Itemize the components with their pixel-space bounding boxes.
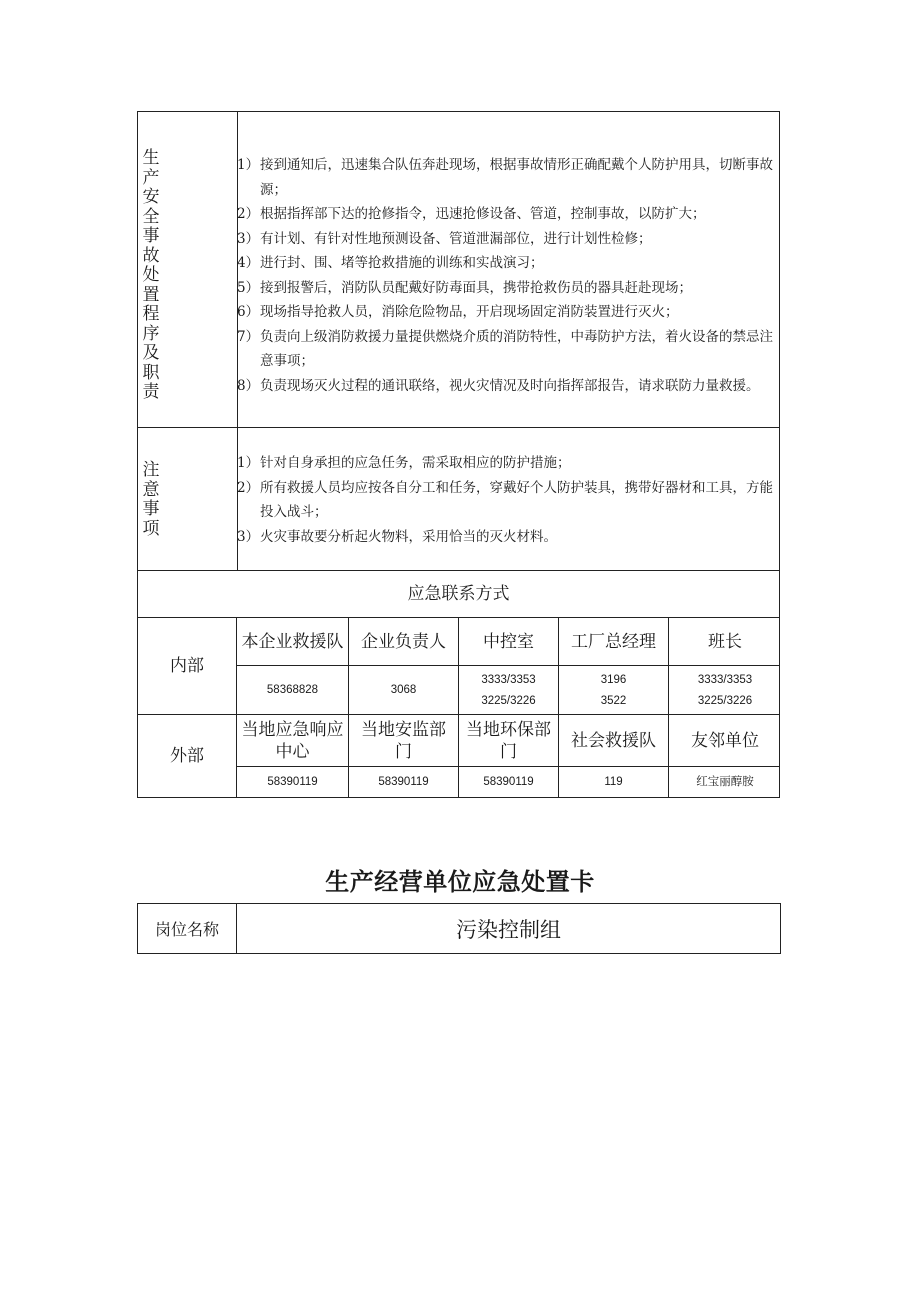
list-item-number: 3）: [237, 528, 260, 545]
contact-number: 3196 3522: [559, 666, 669, 715]
list-item-text: 接到报警后，消防队员配戴好防毒面具，携带抢救伤员的器具赶赴现场；: [260, 279, 692, 296]
list-item-number: 5）: [237, 279, 260, 296]
list-item-text: 负责现场灭火过程的通讯联络，视火灾情况及时向指挥部报告，请求联防力量救援。: [260, 377, 760, 394]
list-item: [237, 276, 779, 301]
list-item-number: 7）: [237, 328, 260, 345]
list-item-number: 6）: [237, 304, 260, 320]
procedure-label-cell: [138, 112, 238, 427]
contact-header: 当地环保部门: [459, 715, 559, 766]
list-item: [237, 227, 779, 252]
contact-header: 当地应急响应中心: [237, 715, 349, 766]
list-item-text: 火灾事故要分析起火物料，采用恰当的灭火材料。: [260, 528, 557, 545]
notes-label: 注意事项: [142, 460, 160, 539]
procedure-label: 生产安全事故处置程序及职责: [142, 148, 160, 402]
list-item: [237, 202, 779, 227]
contact-title-row: [137, 571, 780, 618]
list-item: [237, 153, 779, 202]
contact-number: 58368828: [237, 666, 349, 715]
list-item-text: 所有救援人员均应按各自分工和任务，穿戴好个人防护装具，携带好器材和工具，方能投入战斗；: [260, 479, 773, 520]
procedure-row: [137, 111, 780, 428]
contact-header: 企业负责人: [349, 618, 459, 665]
contact-number: 58390119: [349, 767, 459, 798]
list-item: [237, 325, 779, 374]
list-item: [237, 374, 779, 399]
list-item: [237, 300, 779, 325]
list-item-number: 1）: [237, 455, 260, 471]
list-item: [237, 251, 779, 276]
contact-header: 班长: [708, 631, 742, 652]
notes-row: [137, 428, 780, 571]
list-item: [237, 525, 779, 550]
procedure-list: [237, 153, 779, 398]
contact-header: 社会救援队: [559, 715, 669, 766]
list-item-text: 接到通知后，迅速集合队伍奔赴现场，根据事故情形正确配戴个人防护用具，切断事故源；: [260, 157, 773, 198]
contact-header: 本企业救援队: [237, 618, 349, 665]
post-label: 岗位名称: [138, 904, 237, 953]
list-item-number: 4）: [237, 255, 260, 271]
list-item-text: 进行封、围、堵等抢救措施的训练和实战演习；: [260, 255, 544, 271]
contact-header: 当地安监部门: [349, 715, 459, 766]
list-item-number: 3）: [237, 230, 260, 247]
contact-number: 58390119: [459, 767, 559, 798]
external-row: [137, 715, 780, 798]
contact-number: 119: [559, 767, 669, 798]
contact-number: 3333/3353 3225/3226: [697, 673, 753, 707]
post-value: 污染控制组: [456, 917, 561, 942]
contact-number: 3068: [349, 666, 459, 715]
list-item-number: 1）: [237, 157, 260, 173]
list-item-number: 2）: [237, 206, 260, 222]
notes-list: [237, 451, 779, 549]
contact-number: 58390119: [237, 767, 349, 798]
list-item-text: 根据指挥部下达的抢修指令，迅速抢修设备、管道，控制事故，以防扩大；: [260, 206, 706, 222]
notes-label-cell: [138, 428, 238, 570]
contact-number: 红宝丽醇胺: [696, 776, 754, 788]
internal-row: [137, 618, 780, 715]
contact-header: 友邻单位: [691, 730, 759, 751]
list-item-number: 2）: [237, 479, 260, 496]
list-item-number: 8）: [237, 377, 260, 394]
contact-header: 工厂总经理: [559, 618, 669, 665]
contact-header: 中控室: [459, 618, 559, 665]
contact-number: 3333/3353 3225/3226: [459, 666, 559, 715]
list-item-text: 现场指导抢救人员，消除危险物品，开启现场固定消防装置进行灭火；: [260, 304, 679, 320]
post-table: [137, 903, 781, 954]
list-item: [237, 476, 779, 525]
list-item-text: 有计划、有针对性地预测设备、管道泄漏部位，进行计划性检修；: [260, 230, 652, 247]
contact-title: 应急联系方式: [407, 584, 510, 604]
list-item-text: 负责向上级消防救援力量提供燃烧介质的消防特性，中毒防护方法，着火设备的禁忌注意事项；: [260, 328, 773, 369]
external-label: 外部: [138, 715, 237, 797]
list-item-text: 针对自身承担的应急任务，需采取相应的防护措施；: [260, 455, 571, 471]
list-item: [237, 451, 779, 476]
card-title: 生产经营单位应急处置卡: [325, 868, 595, 896]
internal-label: 内部: [138, 618, 237, 714]
